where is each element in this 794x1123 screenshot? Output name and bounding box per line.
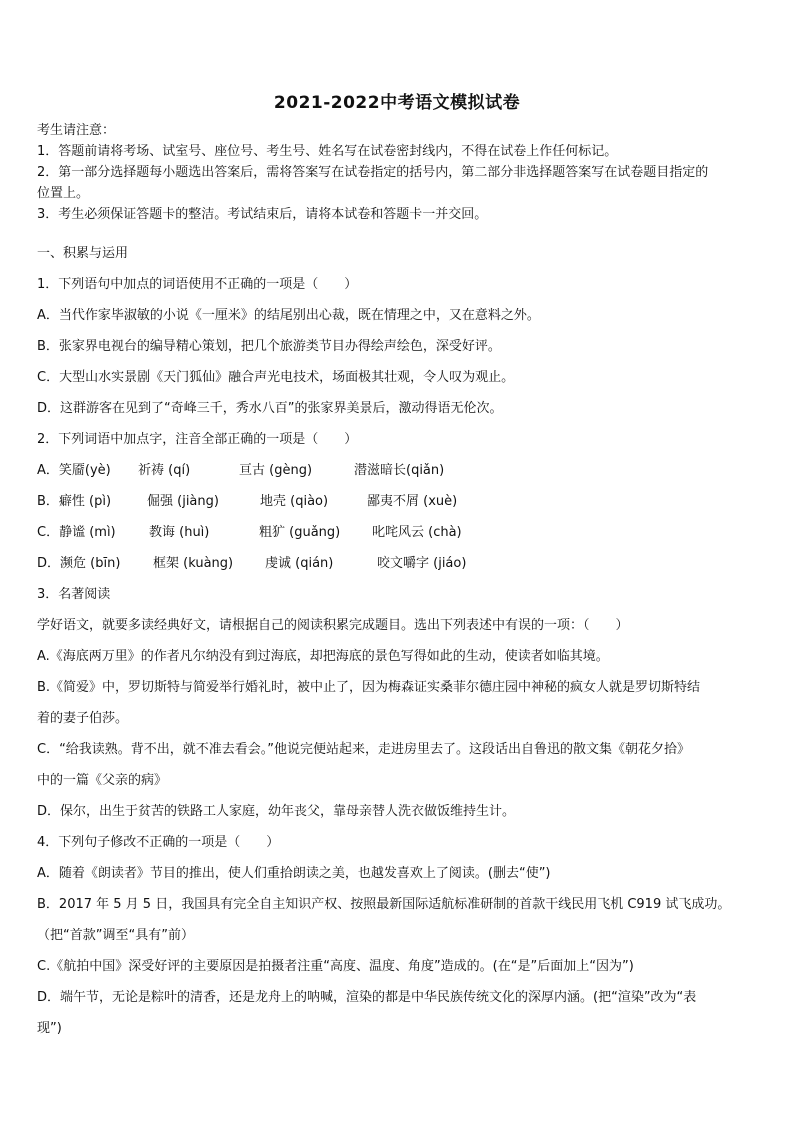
option-item: 叱咤风云 (chà) (372, 525, 462, 540)
question-stem: 3．名著阅读 (37, 587, 111, 602)
option-d: D．保尔，出生于贫苦的铁路工人家庭，幼年丧父，靠母亲替人洗衣做饭维持生计。 (37, 804, 516, 819)
option-b: B．2017 年 5 月 5 日，我国具有完全自主知识产权、按照最新国际适航标准研制的首款干线民用飞机 C919 试飞成功。 (37, 897, 731, 912)
question-3 (37, 585, 761, 822)
option-c: C．“给我读熟。背不出，就不准去看会。”他说完便站起来，走进房里去了。这段话出自鲁迅的散文集《朝花夕拾》 (37, 742, 691, 757)
option-item: 地壳 (qiào) (260, 494, 329, 509)
option-item: 教诲 (huì) (149, 525, 210, 540)
option-item: 虔诚 (qián) (265, 556, 334, 571)
page-title: 2021-2022中考语文模拟试卷 (273, 93, 521, 113)
option-item: D．濒危 (bīn) (37, 556, 121, 571)
option-d: D．端午节，无论是粽叶的清香，还是龙舟上的呐喊，渲染的都是中华民族传统文化的深厚内涵。(把“渲染”改为“表 (37, 990, 697, 1005)
option-item: 亘古 (gèng) (239, 463, 313, 478)
notice-item: 位置上。 (37, 186, 90, 201)
notice-heading: 考生请注意： (37, 123, 116, 138)
question-intro: 学好语文，就要多读经典好文，请根据自己的阅读积累完成题目。选出下列表述中有误的一项：（ ） (37, 618, 629, 633)
option-item: 咬文嚼字 (jiáo) (377, 556, 467, 571)
option-item: 倔强 (jiàng) (147, 494, 219, 509)
option-item: B．癖性 (pì) (37, 494, 112, 509)
option-b: B．张家界电视台的编导精心策划，把几个旅游类节目办得绘声绘色，深受好评。 (37, 339, 501, 354)
notice-block (37, 120, 761, 225)
option-a: A．当代作家毕淑敏的小说《一厘米》的结尾别出心裁，既在情理之中，又在意料之外。 (37, 308, 540, 323)
option-a: A．随着《朗读者》节目的推出，使人们重拾朗读之美，也越发喜欢上了阅读。(删去“使”) (37, 866, 551, 881)
option-item: A．笑靥(yè) (37, 463, 111, 478)
option-d: D．这群游客在见到了“奇峰三千，秀水八百”的张家界美景后，激动得语无伦次。 (37, 401, 503, 416)
option-row-b (37, 492, 761, 512)
option-c: C．大型山水实景剧《天门狐仙》融合声光电技术，场面极其壮观，令人叹为观止。 (37, 370, 515, 385)
question-4 (37, 833, 761, 1039)
exam-content (37, 120, 761, 1039)
question-1 (37, 275, 761, 419)
option-item: 潜滋暗长(qiǎn) (354, 463, 445, 478)
option-row-c (37, 523, 761, 543)
option-row-a (37, 461, 761, 481)
question-stem: 4．下列句子修改不正确的一项是（ ） (37, 835, 280, 850)
option-row-d (37, 554, 761, 574)
option-c-cont: 中的一篇《父亲的病》 (37, 773, 168, 788)
notice-item: 1．答题前请将考场、试室号、座位号、考生号、姓名写在试卷密封线内，不得在试卷上作任何标记。 (37, 144, 618, 159)
option-a: A.《海底两万里》的作者凡尔纳没有到过海底，却把海底的景色写得如此的生动，使读者如临其境。 (37, 649, 609, 664)
option-item: 祈祷 (qí) (138, 463, 191, 478)
question-stem: 2．下列词语中加点字，注音全部正确的一项是（ ） (37, 432, 358, 447)
option-c: C.《航拍中国》深受好评的主要原因是拍摄者注重“高度、温度、角度”造成的。(在“是”后面加上“因为”) (37, 959, 634, 974)
notice-item: 2．第一部分选择题每小题选出答案后，需将答案写在试卷指定的括号内，第二部分非选择题答案写在试卷题目指定的 (37, 165, 709, 180)
option-item: 鄙夷不屑 (xuè) (367, 494, 458, 509)
section-title: 一、积累与运用 (37, 246, 129, 261)
option-b-cont: 着的妻子伯莎。 (37, 711, 129, 726)
option-item: 粗犷 (guǎng) (259, 525, 341, 540)
option-b: B.《简爱》中，罗切斯特与简爱举行婚礼时，被中止了，因为梅森证实桑菲尔德庄园中神秘的疯女人就是罗切斯特结 (37, 680, 701, 695)
question-stem: 1．下列语句中加点的词语使用不正确的一项是（ ） (37, 277, 358, 292)
option-item: C．静谧 (mì) (37, 525, 116, 540)
option-d-cont: 现”) (37, 1021, 62, 1036)
option-b-cont: （把“首款”调至“具有”前） (37, 928, 194, 943)
option-item: 框架 (kuàng) (153, 556, 234, 571)
notice-item: 3．考生必须保证答题卡的整洁。考试结束后，请将本试卷和答题卡一并交回。 (37, 207, 488, 222)
question-2 (37, 430, 761, 574)
